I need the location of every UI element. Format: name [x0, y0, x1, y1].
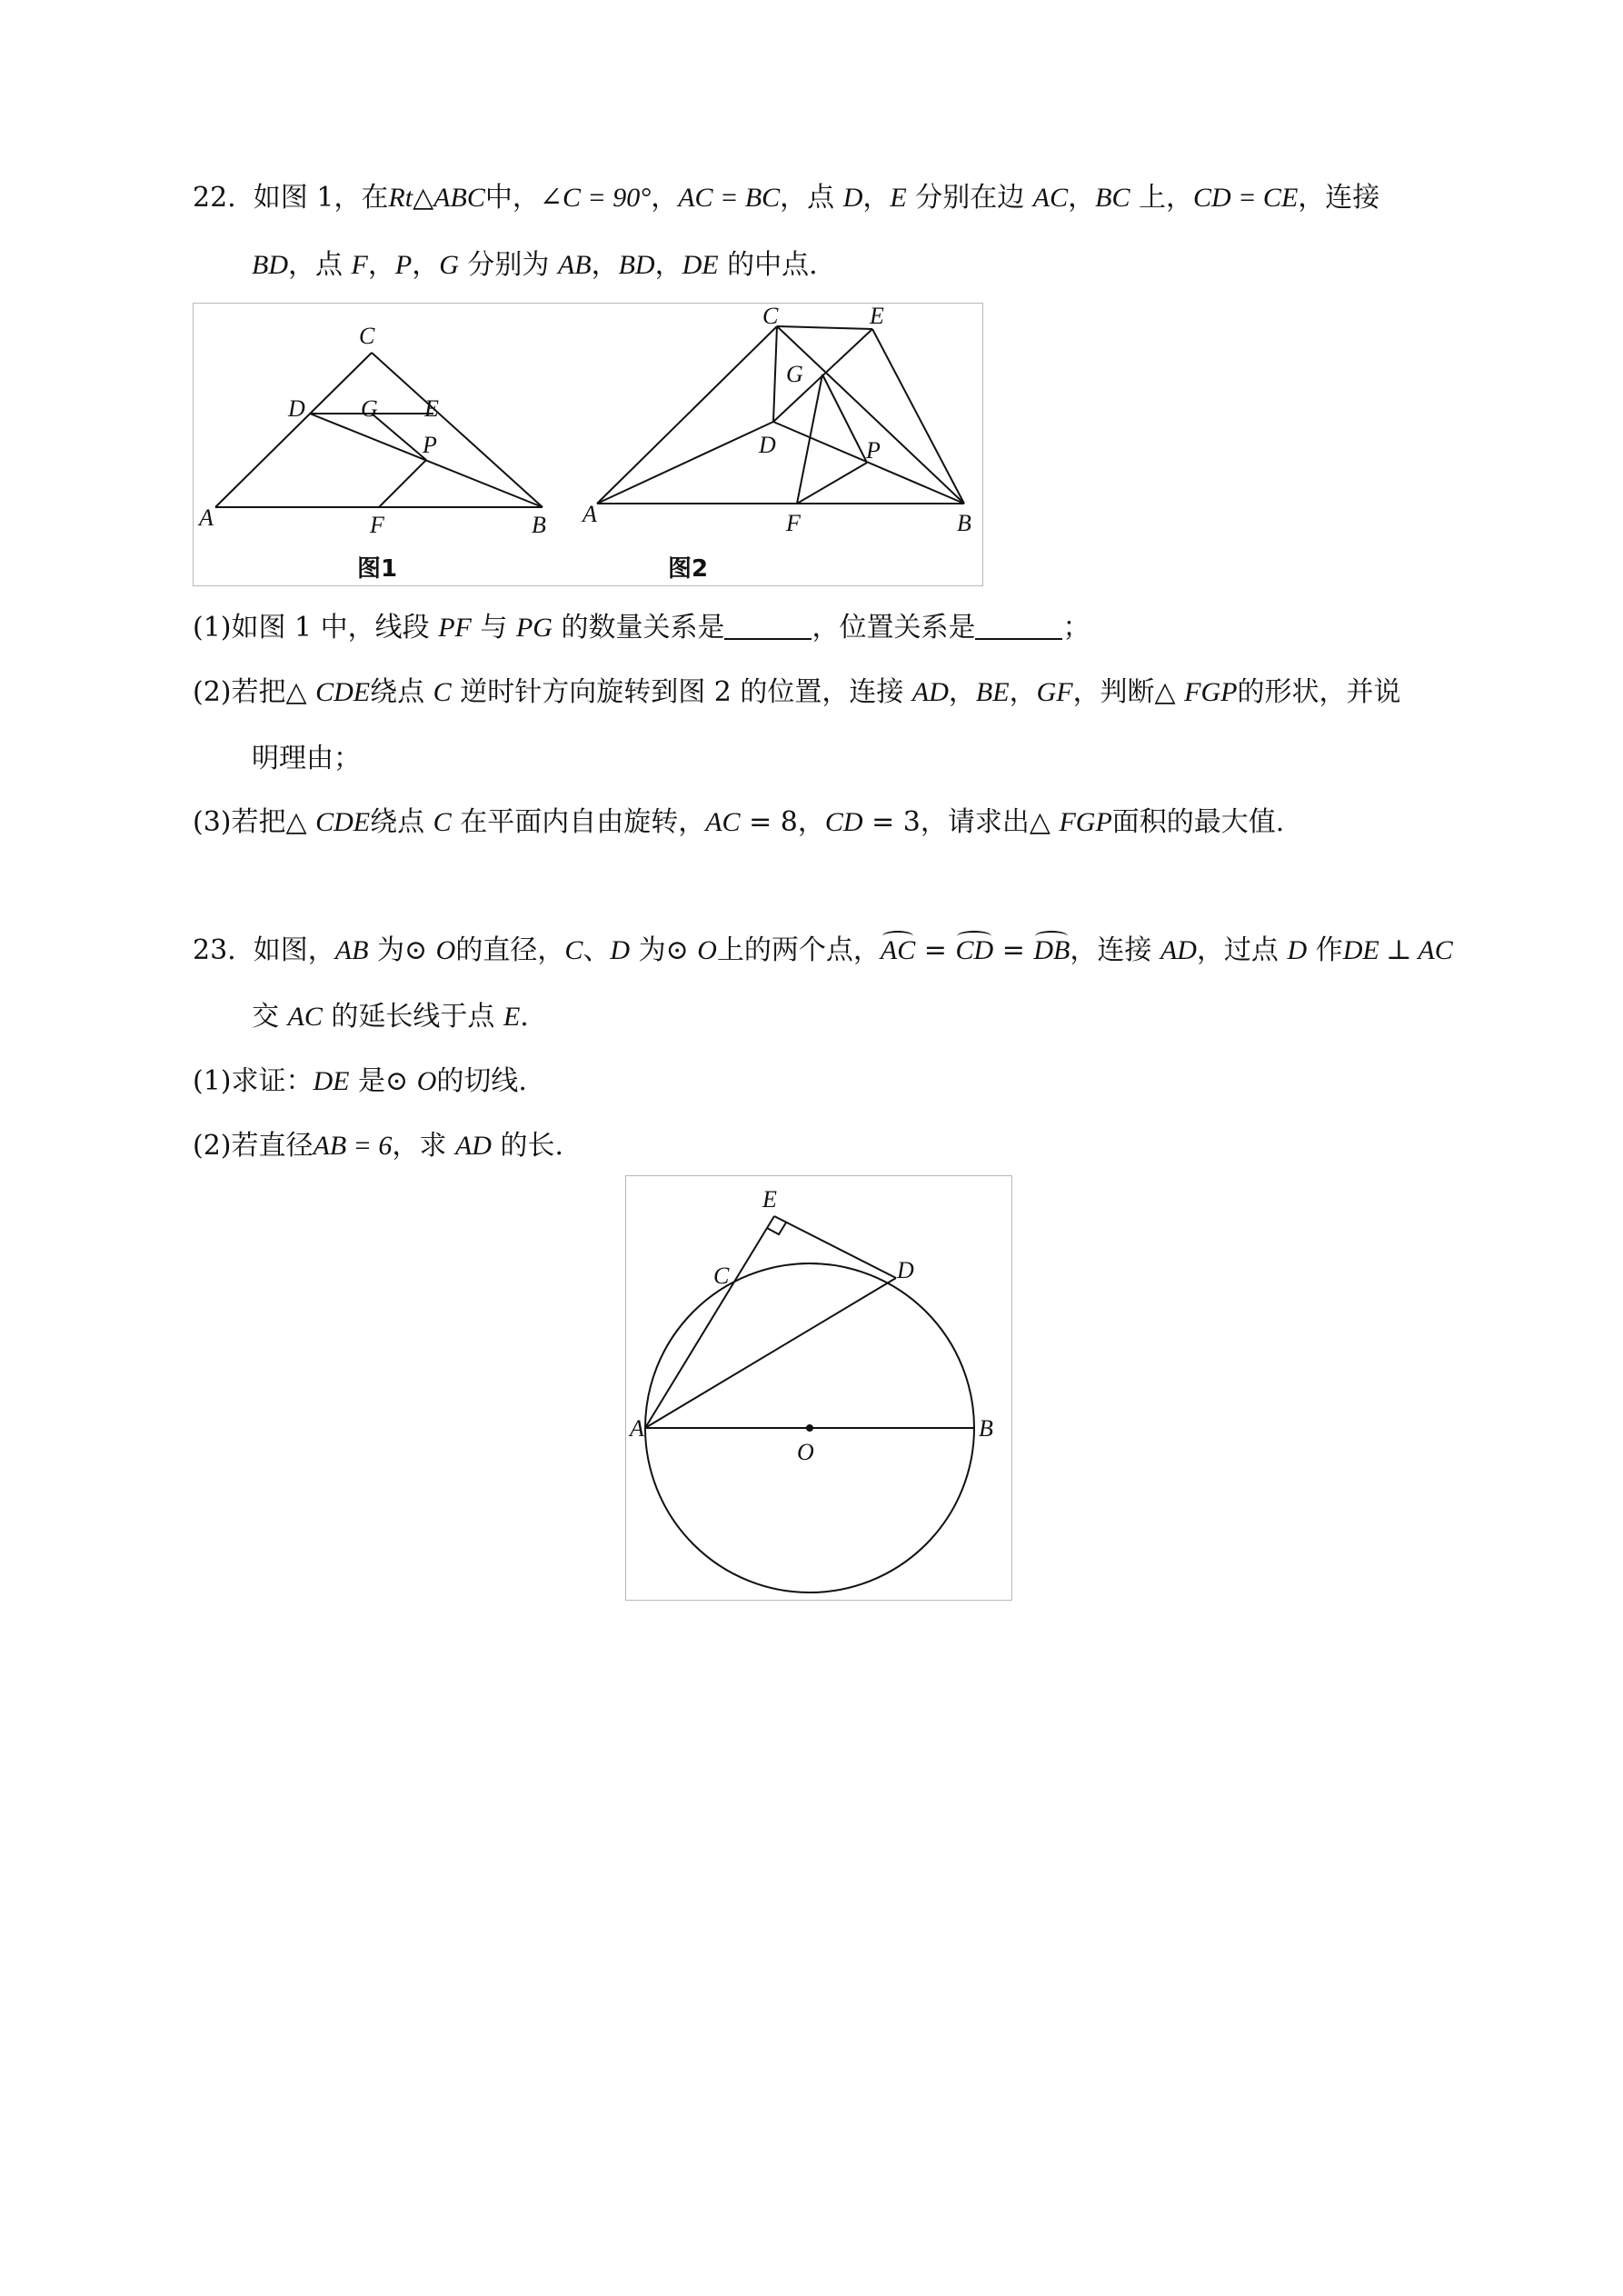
q22-figures — [194, 304, 982, 585]
q23-figure-box — [625, 1175, 1012, 1601]
text: 是⊙ — [349, 1065, 417, 1097]
math: C — [564, 935, 583, 965]
math: PF — [438, 613, 472, 643]
math: CD — [824, 807, 863, 837]
fig1-label-B: B — [532, 512, 546, 538]
label-A: A — [630, 1415, 644, 1442]
text: 的长. — [491, 1130, 564, 1162]
text: 分别为 — [458, 249, 558, 281]
fig1-label-C: C — [359, 323, 375, 349]
text: 在平面内自由旋转， — [451, 806, 706, 838]
math: BD — [618, 250, 655, 280]
text: ， — [412, 249, 440, 281]
text: ，位置关系是 — [812, 612, 976, 644]
text: 中， — [484, 182, 540, 214]
q22-part2-line2: 明理由； — [252, 743, 361, 774]
arc-CD: CD — [955, 933, 993, 969]
q23-part1 — [193, 1063, 527, 1100]
math: AC = BC — [678, 183, 781, 213]
fig1-label-P: P — [423, 432, 437, 458]
text: 如图， — [253, 934, 335, 966]
math: BD — [252, 250, 288, 280]
math: E — [503, 1002, 521, 1032]
math: D — [842, 183, 863, 213]
text: △ — [413, 182, 434, 214]
text: 面积的最大值. — [1111, 806, 1285, 838]
segment-AD — [645, 1278, 896, 1428]
fig1-caption: 图1 — [357, 555, 398, 583]
text: 逆时针方向旋转到图 2 的位置，连接 — [451, 676, 912, 708]
fig2-segment-GF — [797, 374, 822, 504]
fig1-label-G: G — [361, 395, 378, 422]
text: = 8， — [740, 806, 825, 838]
math: AC — [287, 1002, 323, 1032]
text: 的数量关系是 — [552, 612, 725, 644]
fig1-segment-CB — [372, 353, 543, 507]
fig2-label-C: C — [762, 304, 779, 329]
text: ，点 — [288, 249, 352, 281]
fig2-caption: 图2 — [668, 555, 709, 583]
text: 绕点 — [370, 806, 433, 838]
math: ABC — [433, 183, 485, 213]
math: AC — [1032, 183, 1069, 213]
fig2-label-P: P — [866, 437, 881, 464]
fig1-label-E: E — [424, 395, 439, 422]
math: FGP — [1184, 677, 1238, 707]
fig2-label-A: A — [582, 501, 597, 527]
math: CD = CE — [1193, 183, 1299, 213]
q22-part1 — [193, 610, 1090, 646]
answer-blank-position[interactable] — [975, 613, 1062, 640]
text: ，过点 — [1196, 934, 1288, 966]
math: PG — [515, 613, 553, 643]
text: ，连接 — [1298, 182, 1380, 214]
math: O — [416, 1066, 437, 1096]
fig2-label-E: E — [870, 304, 884, 329]
text: 作 — [1307, 934, 1343, 966]
text: 绕点 — [370, 676, 433, 708]
text: 交 — [252, 1001, 288, 1033]
math: AB — [334, 935, 369, 965]
q22-stem-line1 — [193, 180, 1379, 216]
arc-DB: DB — [1033, 933, 1070, 969]
text: 上， — [1130, 182, 1194, 214]
math: AB — [557, 250, 592, 280]
answer-blank-quantity[interactable] — [724, 613, 812, 640]
text: (1)如图 1 中，线段 — [193, 612, 439, 644]
math: AD — [1160, 935, 1197, 965]
text: ， — [862, 182, 891, 214]
q23-stem-line2 — [252, 999, 529, 1035]
fig2-segment-AD — [597, 422, 773, 504]
math: P — [394, 250, 413, 280]
fig2-label-D: D — [759, 432, 776, 458]
fig2-label-F: F — [786, 510, 801, 536]
q22-part2-line1 — [193, 674, 1401, 711]
text: (2)若直径 — [193, 1130, 314, 1162]
fig2-label-B: B — [957, 510, 971, 536]
math: D — [1287, 935, 1308, 965]
text: 如图 1，在 — [253, 182, 389, 214]
text: ； — [1062, 612, 1090, 644]
math: AD — [911, 677, 949, 707]
text: 与 — [471, 612, 516, 644]
text: 的切线. — [436, 1065, 527, 1097]
math: DE — [313, 1066, 350, 1096]
segment-AE — [645, 1216, 774, 1428]
math: GF — [1036, 677, 1073, 707]
math: O — [697, 935, 717, 965]
math: AB = 6 — [313, 1131, 393, 1161]
fig2-segment-CE — [777, 326, 872, 329]
text: ，求 — [392, 1130, 455, 1162]
text: ，连接 — [1070, 934, 1160, 966]
math: CDE — [315, 807, 371, 837]
text: 的中点. — [718, 249, 818, 281]
text: 的延长线于点 — [322, 1001, 503, 1033]
math: O — [435, 935, 456, 965]
math: G — [439, 250, 459, 280]
q22-stem-line2 — [252, 247, 818, 284]
text: (1)求证： — [193, 1065, 314, 1097]
text: 的直径， — [455, 934, 565, 966]
label-D: D — [897, 1257, 914, 1283]
text: 上的两个点， — [716, 934, 881, 966]
math: DE — [682, 250, 719, 280]
q22-part3 — [193, 804, 1284, 841]
text: = 3，请求出△ — [862, 806, 1060, 838]
text: 为⊙ — [630, 934, 698, 966]
text: ， — [591, 249, 619, 281]
text: 、 — [582, 934, 611, 966]
math: Rt — [388, 183, 413, 213]
text: ， — [1068, 182, 1096, 214]
math: AD — [454, 1131, 492, 1161]
math: C — [433, 677, 452, 707]
text: ，点 — [780, 182, 843, 214]
fig2-segment-EB — [872, 329, 964, 504]
text: (2)若把△ — [193, 676, 316, 708]
fig1-label-A: A — [199, 504, 214, 531]
q22-figure-box — [193, 303, 983, 586]
fig2-segment-CB — [777, 326, 964, 504]
fig2-segment-AC — [597, 326, 777, 504]
fig2-segment-CD — [773, 326, 777, 422]
segment-ED — [774, 1216, 896, 1278]
label-E: E — [762, 1186, 777, 1213]
q23-figure — [626, 1176, 1011, 1600]
math: D — [610, 935, 631, 965]
math: E — [890, 183, 907, 213]
text: 的形状，并说 — [1237, 676, 1401, 708]
fig1-label-D: D — [288, 395, 305, 422]
text: ， — [948, 676, 976, 708]
q22-number: 22. — [193, 182, 236, 214]
math: ∠C = 90° — [539, 183, 652, 213]
text: (3)若把△ — [193, 806, 316, 838]
q23-part2 — [193, 1128, 563, 1164]
text: 分别在边 — [906, 182, 1033, 214]
label-C: C — [713, 1263, 730, 1289]
math: BE — [975, 677, 1010, 707]
fig2-label-G: G — [786, 361, 803, 387]
fig1-segment-PF — [379, 460, 426, 507]
center-point-O — [806, 1424, 813, 1432]
math: FGP — [1059, 807, 1112, 837]
math: C — [433, 807, 452, 837]
text: ， — [651, 182, 679, 214]
arc-AC: AC — [881, 933, 915, 969]
text: . — [520, 1001, 529, 1033]
text: 为⊙ — [368, 934, 436, 966]
text: ， — [1009, 676, 1037, 708]
q23-number: 23. — [193, 934, 236, 966]
label-O: O — [797, 1439, 814, 1465]
text: ， — [367, 249, 395, 281]
math: DE ⊥ AC — [1342, 935, 1453, 965]
fig1-label-F: F — [370, 512, 384, 538]
math: BC — [1095, 183, 1130, 213]
fig1-segment-GP — [372, 414, 426, 460]
math: CDE — [315, 677, 371, 707]
text: ，判断△ — [1072, 676, 1185, 708]
fig2-segment-GP — [822, 374, 867, 463]
math: AC — [705, 807, 741, 837]
text: ， — [654, 249, 682, 281]
label-B: B — [979, 1415, 993, 1442]
q23-stem-line1: 23. 如图，AB 为⊙ O的直径，C、D 为⊙ O上的两个点，AC = CD = DB，连接 AD，过点 D 作DE ⊥ AC — [193, 933, 1453, 969]
fig2-segment-FP — [797, 463, 867, 504]
math: F — [351, 250, 368, 280]
